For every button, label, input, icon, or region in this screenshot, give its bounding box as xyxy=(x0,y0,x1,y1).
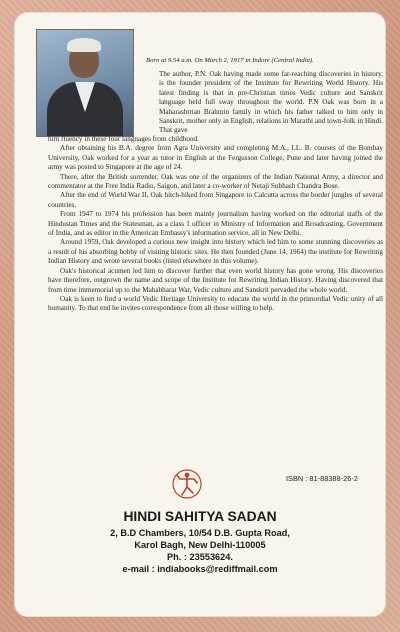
bio-intro: The author, P.N. Oak having made some far-reaching discoveries in history, is the founder president of the Institute for Rewriting World History. His latest finding is that in pre-Christian times Vedic culture and Sanskrit language held full sway throughout the world. P.N Oak was born in a Maharashtrian Brahmin family in which his father talked to him only in Sanskrit, mother only in English, relations in Marathi and town-folk in Hindi. That gave xyxy=(159,70,383,135)
author-photo xyxy=(36,29,134,137)
bio-paragraph: Oak's historical acumen led him to discover further that even world history has gone wrong. His discoveries have therefore, outgrown the name and scope of the Institute for Rewriting Indian History. Having discovered that from time immemorial up to the Mahabharat War, Vedic culture and Sanskrit pervaded the whole world. xyxy=(48,266,383,294)
bio-paragraph: There, after the British surrender, Oak was one of the organizers of the Indian National Army, a director and commentator at the Free India Radio, Saigon, and later a co-worker of Netaji Subhash Chandra Bose. xyxy=(48,172,383,191)
publisher-name: HINDI SAHITYA SADAN xyxy=(123,509,277,524)
bio-body xyxy=(48,135,383,314)
bio-paragraph: Oak is keen to find a world Vedic Heritage University to educate the world in the primordial Vedic unity of all humanity. To that end he invites correspondence from all those willing to help. xyxy=(48,294,383,313)
bio-paragraph: After the end of World War II, Oak hitch-hiked from Singapore to Calcutta across the border jungles of several countries. xyxy=(48,191,383,209)
isbn-number: ISBN : 81-88388-26-2 xyxy=(286,474,358,483)
publisher-phone: Ph. : 23553624. xyxy=(167,552,233,562)
bio-paragraph: From 1947 to 1974 his profession has been mainly journalism having worked on the editorial staffs of the Hindustan Times and the Statesman, as a class 1 officer in Ministry of Information and Broadcasting, Government of India, and as editor in the American Embassy's information service, all in New Delhi. xyxy=(48,210,383,238)
publisher-address-line1: 2, B.D Chambers, 10/54 D.B. Gupta Road, xyxy=(110,528,290,538)
back-cover-panel xyxy=(14,12,386,617)
publisher-email: e-mail : indiabooks@rediffmail.com xyxy=(122,564,278,574)
publisher-address-line2: Karol Bagh, New Delhi-110005 xyxy=(134,540,266,550)
bio-paragraph: him fluency in these four languages from childhood. xyxy=(48,135,199,143)
author-birth-info: Born at 9.54 a.m. On March 2, 1917 in Indore (Central India). xyxy=(146,57,314,64)
bio-paragraph: Around 1959, Oak developed a curious new insight into history which led him to some stunning discoveries as a result of his absorbing hobby of visiting historic sites. He then founded (June 14, 1964) the institute for Rewriting Indian History and wrote several books (listed elsewhere in this volume). xyxy=(48,238,383,266)
dancing-figure-logo-icon xyxy=(172,466,202,502)
bio-paragraph: After obtaining his B.A. degree from Agra University and completing M.A., LL. B. courses of the Bombay University, Oak worked for a year as tutor in English at the Fergusson College, Pune and later having joined the army was posted to Singapore at the age of 24. xyxy=(48,144,383,172)
